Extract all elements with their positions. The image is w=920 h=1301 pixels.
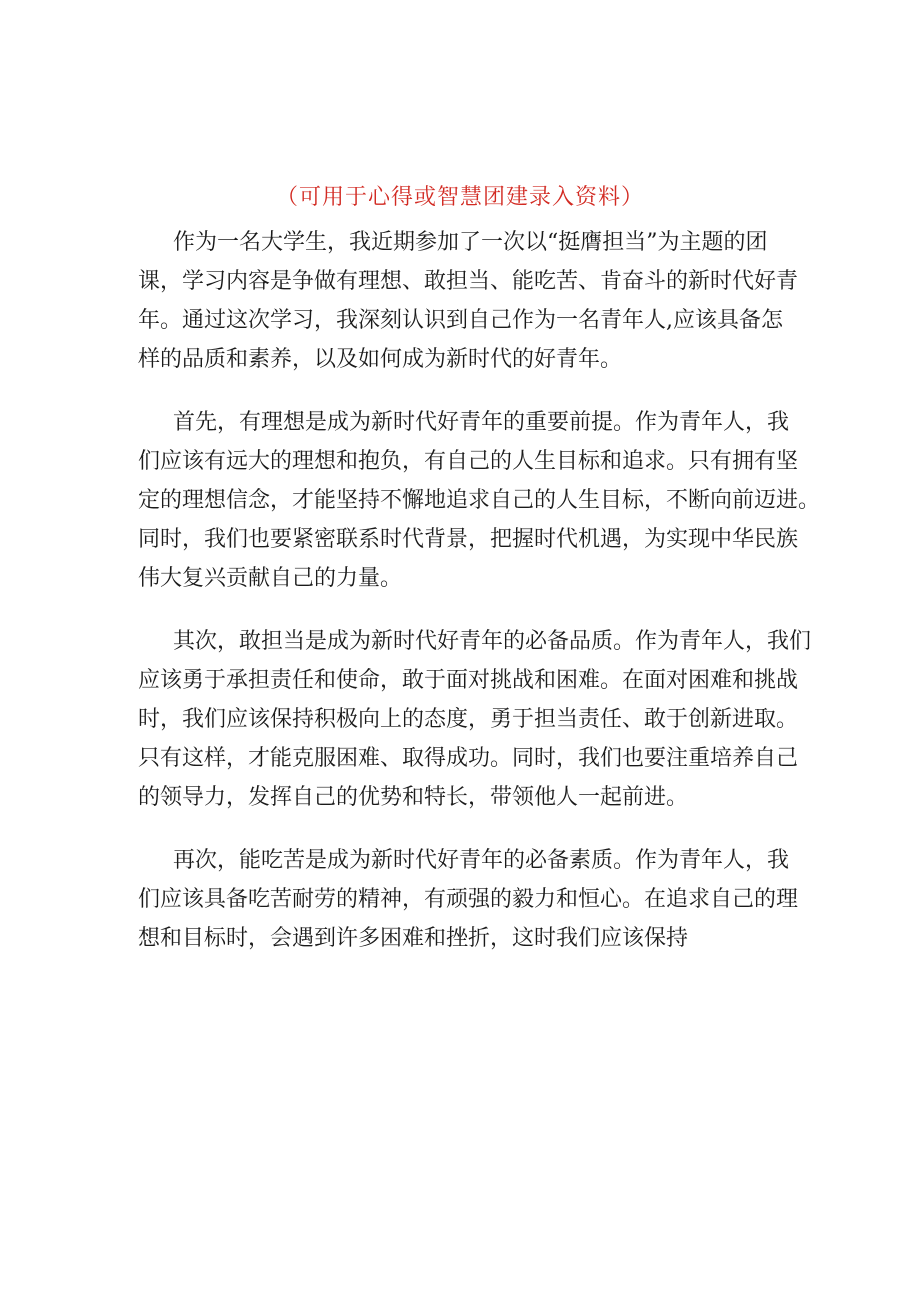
paragraph-line: 们应该具备吃苦耐劳的精神，有顽强的毅力和恒心。在追求自己的理 [138, 887, 799, 912]
paragraph-line: 作为一名大学生，我近期参加了一次以“挺膺担当”为主题的团 [173, 230, 768, 255]
paragraph-line: 伟大复兴贡献自己的力量。 [138, 566, 403, 591]
paragraph-3 [138, 622, 812, 817]
paragraph-line: 只有这样，才能克服困难、取得成功。同时，我们也要注重培养自己 [138, 746, 799, 771]
paragraph-2 [138, 403, 821, 598]
paragraph-line: 同时，我们也要紧密联系时代背景，把握时代机遇，为实现中华民族 [138, 527, 799, 552]
paragraph-line: 想和目标时，会遇到许多困难和挫折，这时我们应该保持 [138, 926, 689, 951]
paragraph-line: 定的理想信念，才能坚持不懈地追求自己的人生目标，不断向前迈进。 [138, 488, 821, 513]
paragraph-1 [138, 223, 798, 379]
paragraph-4 [138, 841, 798, 958]
paragraph-line: 的领导力，发挥自己的优势和特长，带领他人一起前进。 [138, 785, 689, 810]
document-title: （可用于心得或智慧团建录入资料） [275, 185, 644, 210]
paragraph-line: 时，我们应该保持积极向上的态度，勇于担当责任、敢于创新进取。 [138, 707, 799, 732]
paragraph-line: 再次，能吃苦是成为新时代好青年的必备素质。作为青年人，我 [173, 848, 790, 873]
paragraph-line: 首先，有理想是成为新时代好青年的重要前提。作为青年人，我 [173, 410, 790, 435]
paragraph-line: 其次，敢担当是成为新时代好青年的必备品质。作为青年人，我们 [173, 629, 812, 654]
paragraph-line: 应该勇于承担责任和使命，敢于面对挑战和困难。在面对困难和挑战 [138, 668, 799, 693]
paragraph-line: 年。通过这次学习，我深刻认识到自己作为一名青年人,应该具备怎 [138, 308, 783, 333]
paragraph-line: 课，学习内容是争做有理想、敢担当、能吃苦、肯奋斗的新时代好青 [138, 269, 799, 294]
document-body [138, 223, 821, 982]
paragraph-line: 样的品质和素养，以及如何成为新时代的好青年。 [138, 347, 623, 372]
paragraph-line: 们应该有远大的理想和抱负，有自己的人生目标和追求。只有拥有坚 [138, 449, 799, 474]
